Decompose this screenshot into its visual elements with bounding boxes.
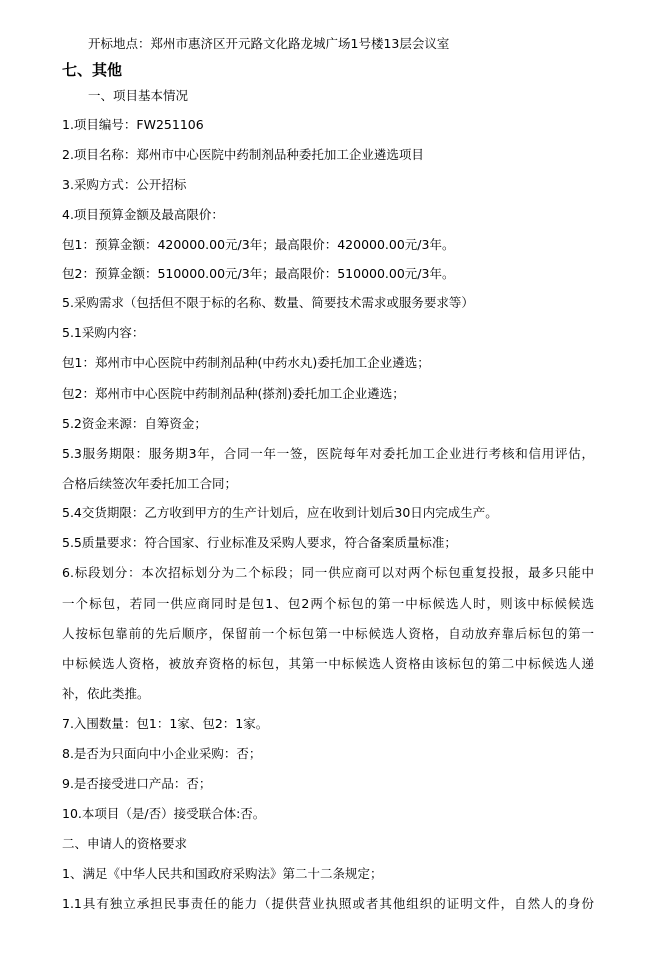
procurement-content-heading: 5.1采购内容： <box>62 325 145 340</box>
quality-requirements: 5.5质量要求：符合国家、行业标准及采购人要求，符合备案质量标准； <box>62 535 457 550</box>
package-2-budget: 包2：预算金额：510000.00元/3年；最高限价：510000.00元/3年。 <box>62 266 455 281</box>
lot-division-line-2: 一个标包，若同一供应商同时是包1、包2两个标包的第一中标候选人时，则该中标候候选 <box>62 596 594 611</box>
qualification-1-1: 1.1具有独立承担民事责任的能力（提供营业执照或者其他组织的证明文件，自然人的身份 <box>62 896 594 911</box>
procurement-method: 3.采购方式：公开招标 <box>62 177 187 192</box>
service-period: 5.3服务期限：服务期3年，合同一年一签，医院每年对委托加工企业进行考核和信用评估， <box>62 446 594 461</box>
project-name: 2.项目名称：郑州市中心医院中药制剂品种委托加工企业遴选项目 <box>62 147 424 162</box>
qualification-1: 1、满足《中华人民共和国政府采购法》第二十二条规定； <box>62 866 383 881</box>
package-2-content: 包2：郑州市中心医院中药制剂品种(搽剂)委托加工企业遴选； <box>62 386 405 401</box>
service-period-continued: 合格后续签次年委托加工合同； <box>62 476 238 491</box>
lot-division-line-4: 中标候选人资格，被放弃资格的标包，其第一中标候选人资格由该标包的第二中标候选人递 <box>62 656 594 671</box>
package-1-budget: 包1：预算金额：420000.00元/3年；最高限价：420000.00元/3年。 <box>62 237 455 252</box>
lot-division-line-5: 补，依此类推。 <box>62 686 150 701</box>
section-heading-other: 七、其他 <box>62 61 123 79</box>
section-heading-qualifications: 二、申请人的资格要求 <box>62 836 188 851</box>
package-1-content: 包1：郑州市中心医院中药制剂品种(中药水丸)委托加工企业遴选； <box>62 355 430 370</box>
delivery-period: 5.4交货期限：乙方收到甲方的生产计划后，应在收到计划后30日内完成生产。 <box>62 505 498 520</box>
shortlist-quantity: 7.入围数量：包1：1家、包2：1家。 <box>62 716 269 731</box>
subsection-heading-project-info: 一、项目基本情况 <box>88 88 189 103</box>
lot-division-line-3: 人按标包靠前的先后顺序，保留前一个标包第一中标候选人资格，自动放弃靠后标包的第一 <box>62 626 594 641</box>
funding-source: 5.2资金来源：自筹资金； <box>62 416 207 431</box>
consortium: 10.本项目（是/否）接受联合体:否。 <box>62 806 266 821</box>
budget-heading: 4.项目预算金额及最高限价： <box>62 207 224 222</box>
sme-only: 8.是否为只面向中小企业采购：否； <box>62 746 262 761</box>
bid-opening-location: 开标地点：郑州市惠济区开元路文化路龙城广场1号楼13层会议室 <box>88 36 450 51</box>
project-number: 1.项目编号：FW251106 <box>62 117 204 132</box>
imported-products: 9.是否接受进口产品：否； <box>62 776 212 791</box>
procurement-requirements: 5.采购需求（包括但不限于标的名称、数量、简要技术需求或服务要求等） <box>62 295 474 310</box>
lot-division-line-1: 6.标段划分：本次招标划分为二个标段；同一供应商可以对两个标包重复投报，最多只能中 <box>62 565 594 580</box>
